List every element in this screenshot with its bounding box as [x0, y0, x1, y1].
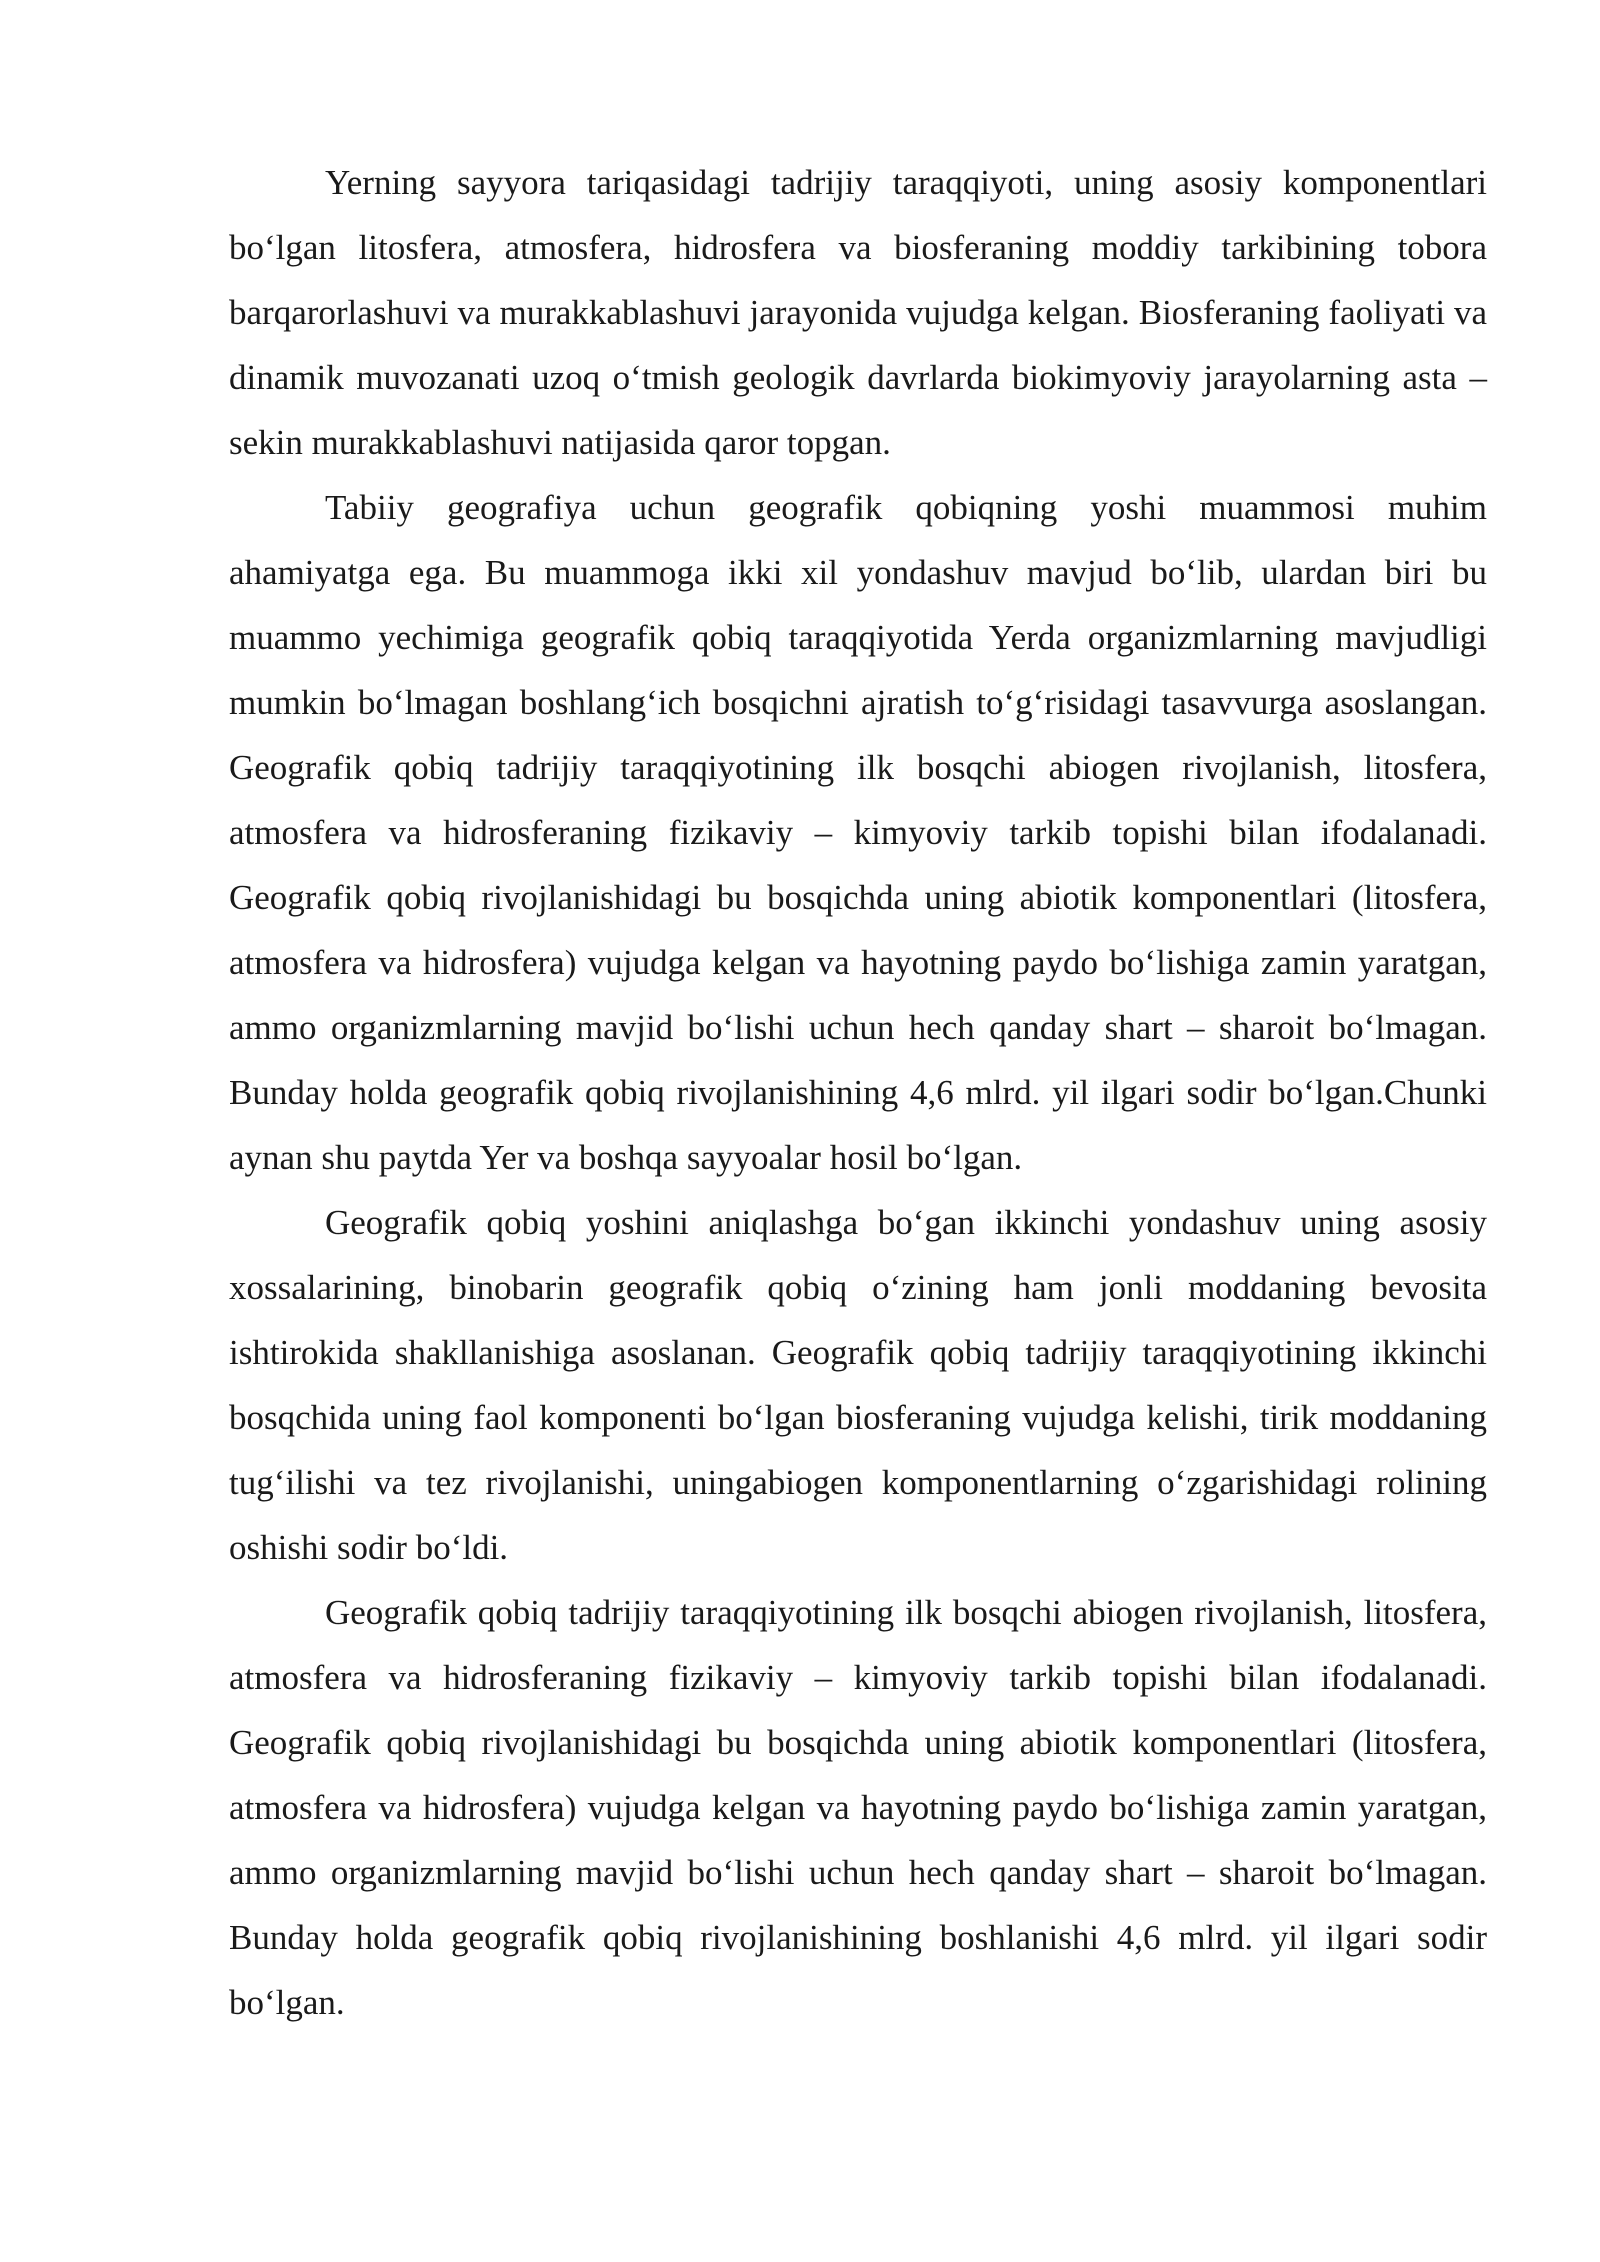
paragraph-biosphere-evolution: Yerning sayyora tariqasidagi tadrijiy taraqqiyoti, uning asosiy komponentlari bo‘lgan litosfera, atmosfera, hidrosfera va biosferaning moddiy tarkibining tobora barqarorlashuvi va murakkablashuvi jarayonida vujudga kelgan. Biosferaning faoliyati va dinamik muvozanati uzoq o‘tmish geologik davrlarda biokimyoviy jarayolarning asta – sekin murakkablashuvi natijasida qaror topgan. [229, 163, 1487, 462]
paragraph-abiogen-stage: Geografik qobiq tadrijiy taraqqiyotining ilk bosqchi abiogen rivojlanish, litosfera, atmosfera va hidrosferaning fizikaviy – kimyoviy tarkib topishi bilan ifodalanadi. Geografik qobiq rivojlanishidagi bu bosqichda uning abiotik komponentlari (litosfera, atmosfera va hidrosfera) vujudga kelgan va hayotning paydo bo‘lishiga zamin yaratgan, ammo organizmlarning mavjid bo‘lishi uchun hech qanday shart – sharoit bo‘lmagan. Bunday holda geografik qobiq rivojlanishining boshlanishi 4,6 mlrd. yil ilgari sodir bo‘lgan. [229, 1593, 1487, 2022]
document-body [229, 150, 1487, 2035]
paragraph-first-approach: Tabiiy geografiya uchun geografik qobiqning yoshi muammosi muhim ahamiyatga ega. Bu muammoga ikki xil yondashuv mavjud bo‘lib, ulardan biri bu muammo yechimiga geografik qobiq taraqqiyotida Yerda organizmlarning mavjudligi mumkin bo‘lmagan boshlang‘ich bosqichni ajratish to‘g‘risidagi tasavvurga asoslangan. Geografik qobiq tadrijiy taraqqiyotining ilk bosqchi abiogen rivojlanish, litosfera, atmosfera va hidrosferaning fizikaviy – kimyoviy tarkib topishi bilan ifodalanadi. Geografik qobiq rivojlanishidagi bu bosqichda uning abiotik komponentlari (litosfera, atmosfera va hidrosfera) vujudga kelgan va hayotning paydo bo‘lishiga zamin yaratgan, ammo organizmlarning mavjid bo‘lishi uchun hech qanday shart – sharoit bo‘lmagan. Bunday holda geografik qobiq rivojlanishining 4,6 mlrd. yil ilgari sodir bo‘lgan.Chunki aynan shu paytda Yer va boshqa sayyoalar hosil bo‘lgan. [229, 488, 1487, 1177]
paragraph-second-approach: Geografik qobiq yoshini aniqlashga bo‘gan ikkinchi yondashuv uning asosiy xossalarining, binobarin geografik qobiq o‘zining ham jonli moddaning bevosita ishtirokida shakllanishiga asoslanan. Geografik qobiq tadrijiy taraqqiyotining ikkinchi bosqchida uning faol komponenti bo‘lgan biosferaning vujudga kelishi, tirik moddaning tug‘ilishi va tez rivojlanishi, uningabiogen komponentlarning o‘zgarishidagi rolining oshishi sodir bo‘ldi. [229, 1203, 1487, 1567]
